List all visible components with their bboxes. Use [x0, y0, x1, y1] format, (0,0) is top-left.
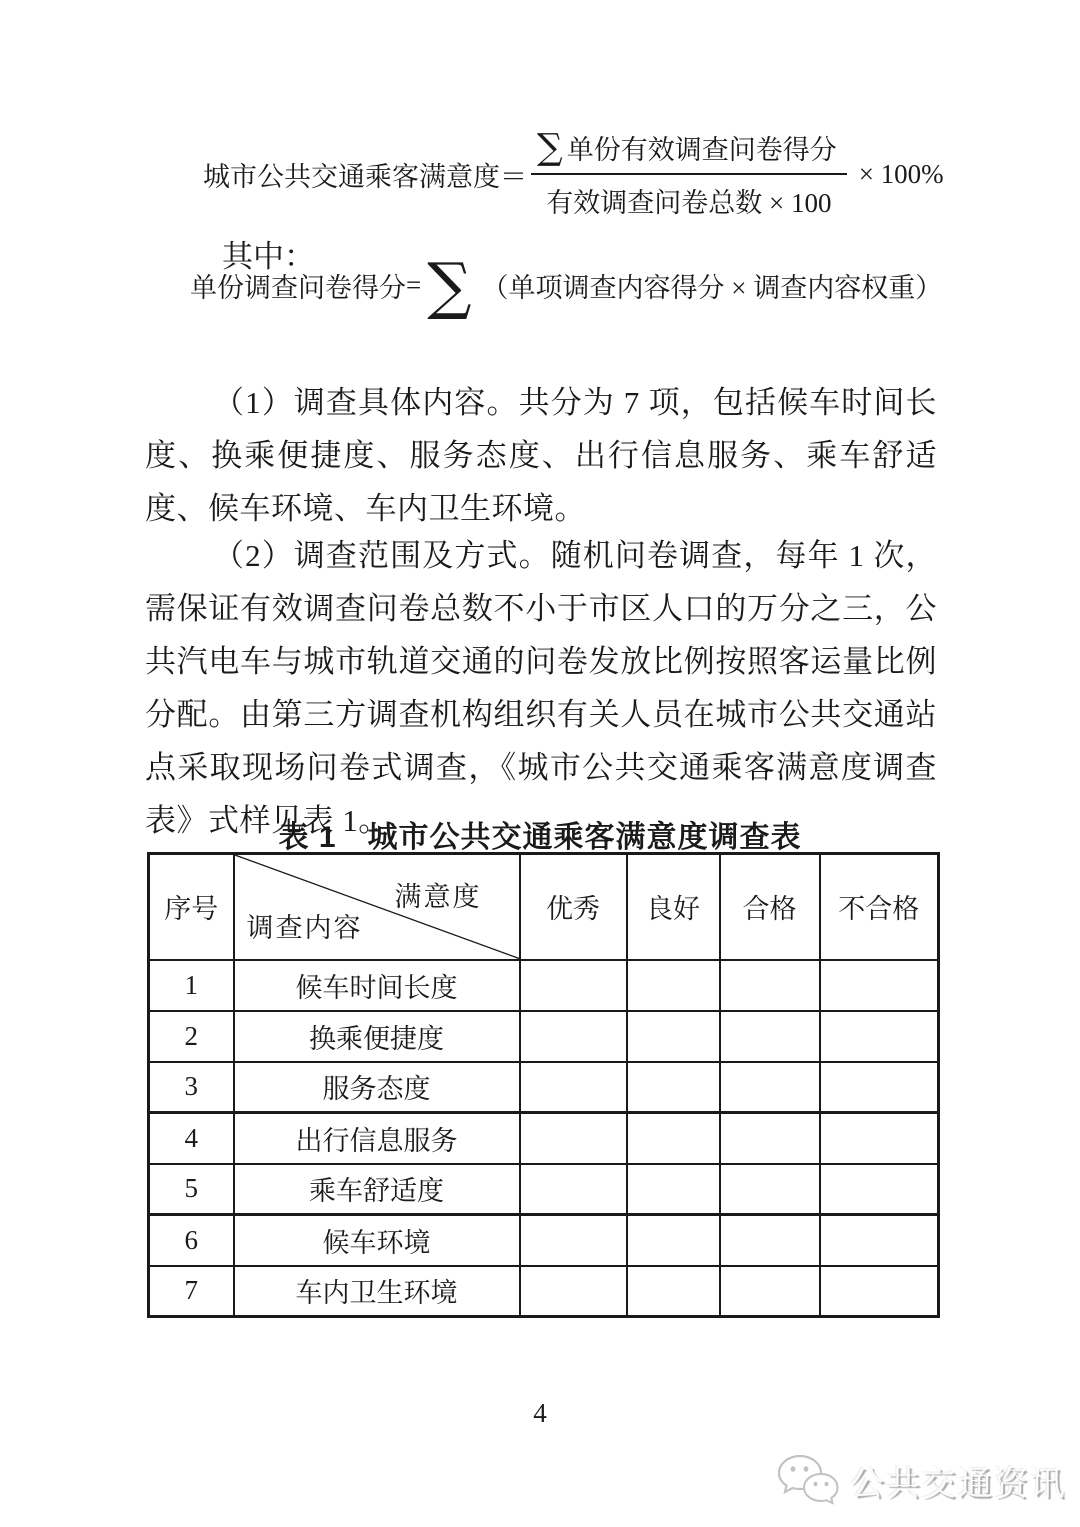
corner-header-cell: 序号 [149, 854, 234, 960]
header-pass: 合格 [720, 854, 820, 960]
formula2-equals: = [406, 270, 422, 301]
paragraph-survey-method: （2）调查范围及方式。随机问卷调查，每年 1 次，需保证有效调查问卷总数不小于市区人口的万分之三，公共汽电车与城市轨道交通的问卷发放比例按照客运量比例分配。由第三方调查机构组织有关人员在城市公共交通站点采取现场问卷式调查，《城市公共交通乘客满意度调查表》式样见表 1。 [145, 538, 937, 838]
wechat-icon [776, 1452, 840, 1508]
score-cell-fail [820, 1215, 939, 1266]
table-header-row [149, 854, 939, 960]
score-cell-good [627, 1011, 720, 1062]
score-cell-good [627, 960, 720, 1011]
score-cell-fail [820, 1011, 939, 1062]
formula1-numerator: 单份有效调查问卷得分 [566, 135, 837, 165]
formula2-lhs: 单份调查问卷得分 [190, 273, 406, 304]
row-number: 3 [149, 1062, 234, 1113]
row-number: 2 [149, 1011, 234, 1062]
table-row [149, 1062, 939, 1113]
formula1-multiplier: × 100% [858, 158, 944, 189]
score-cell-excellent [520, 1266, 627, 1317]
score-cell-pass [720, 1266, 820, 1317]
row-number: 7 [149, 1266, 234, 1317]
formula1-equals: ＝ [500, 161, 527, 192]
score-cell-excellent [520, 1062, 627, 1113]
score-cell-excellent [520, 1164, 627, 1215]
score-cell-excellent [520, 1215, 627, 1266]
table-row [149, 960, 939, 1011]
score-cell-good [627, 1164, 720, 1215]
header-fail: 不合格 [820, 854, 939, 960]
table-row [149, 1113, 939, 1164]
score-cell-excellent [520, 1011, 627, 1062]
score-cell-pass [720, 1062, 820, 1113]
formula1-denominator: 有效调查问卷总数 × 100 [546, 188, 832, 218]
satisfaction-formula [203, 128, 944, 220]
satisfaction-survey-table [147, 852, 940, 1318]
table-row [149, 1164, 939, 1215]
score-cell-fail [820, 1113, 939, 1164]
score-cell-pass [720, 1215, 820, 1266]
score-cell-good [627, 1215, 720, 1266]
table-caption: 表 1 城市公共交通乘客满意度调查表 [278, 821, 802, 854]
score-cell-pass [720, 960, 820, 1011]
among-label: 其中： [222, 239, 315, 274]
row-item: 候车环境 [234, 1215, 520, 1266]
formula2-rhs: （单项调查内容得分 × 调查内容权重） [481, 273, 943, 304]
page-number: 4 [533, 1398, 547, 1428]
header-good: 良好 [627, 854, 720, 960]
score-cell-good [627, 1062, 720, 1113]
row-number: 5 [149, 1164, 234, 1215]
sigma-symbol: ∑ [537, 126, 563, 168]
footer-brand [776, 1452, 1066, 1508]
score-cell-fail [820, 960, 939, 1011]
diagonal-bottom-label: 调查内容 [246, 912, 363, 943]
score-cell-excellent [520, 1113, 627, 1164]
table-row [149, 1215, 939, 1266]
header-excellent: 优秀 [520, 854, 627, 960]
score-cell-fail [820, 1164, 939, 1215]
row-item: 车内卫生环境 [234, 1266, 520, 1317]
row-number: 6 [149, 1215, 234, 1266]
formula1-lhs: 城市公共交通乘客满意度 [203, 161, 500, 192]
footer-brand-text: 公共交通资讯 [850, 1464, 1066, 1503]
row-item: 出行信息服务 [234, 1113, 520, 1164]
score-cell-pass [720, 1011, 820, 1062]
row-item: 乘车舒适度 [234, 1164, 520, 1215]
score-cell-fail [820, 1266, 939, 1317]
row-item: 服务态度 [234, 1062, 520, 1113]
score-cell-pass [720, 1113, 820, 1164]
paragraph-survey-content: （1）调查具体内容。共分为 7 项，包括候车时间长度、换乘便捷度、服务态度、出行信息服务、乘车舒适度、候车环境、车内卫生环境。 [145, 385, 937, 526]
row-item: 候车时间长度 [234, 960, 520, 1011]
score-cell-good [627, 1266, 720, 1317]
diagonal-header-cell [234, 854, 520, 960]
score-cell-good [627, 1113, 720, 1164]
row-number: 1 [149, 960, 234, 1011]
table-row [149, 1266, 939, 1317]
score-cell-fail [820, 1062, 939, 1113]
sigma-symbol: ∑ [427, 249, 472, 322]
row-item: 换乘便捷度 [234, 1011, 520, 1062]
diagonal-top-label: 满意度 [394, 882, 482, 912]
score-cell-excellent [520, 960, 627, 1011]
row-number: 4 [149, 1113, 234, 1164]
table-row [149, 1011, 939, 1062]
formula1-fraction [531, 128, 847, 220]
score-cell-pass [720, 1164, 820, 1215]
